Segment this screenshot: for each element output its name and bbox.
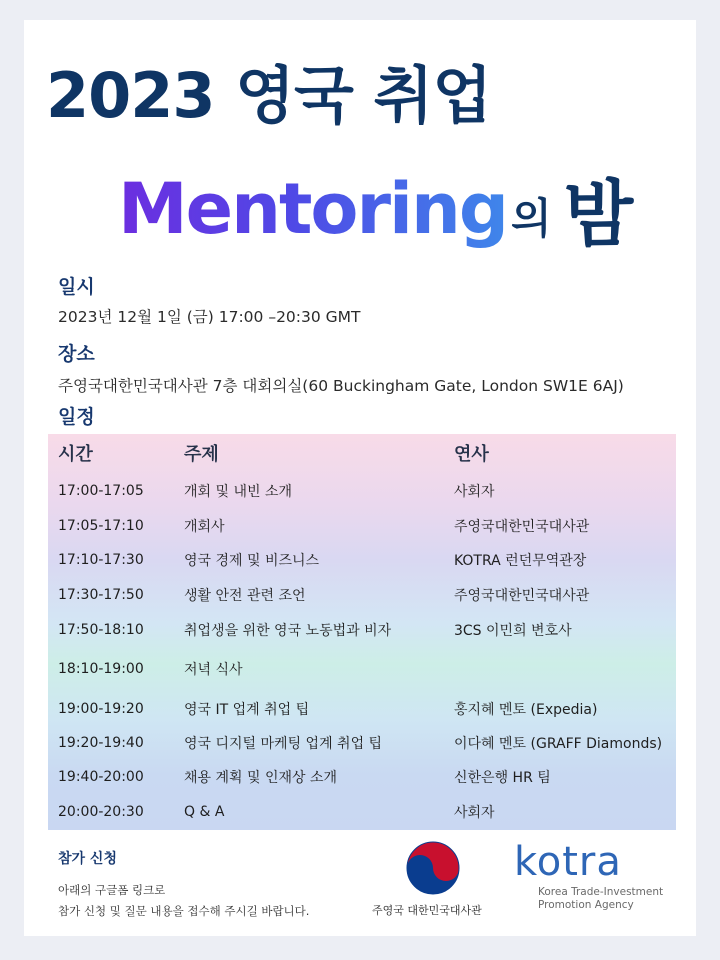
schedule-row — [48, 760, 676, 794]
schedule-heading: 일정 — [58, 406, 95, 428]
schedule-row — [48, 543, 676, 577]
row-speaker: 이다혜 멘토 (GRAFF Diamonds) — [454, 736, 663, 752]
possessive-particle: 의 — [510, 194, 552, 243]
row-speaker: 3CS 이민희 변호사 — [454, 623, 572, 639]
row-speaker: KOTRA 런던무역관장 — [454, 553, 587, 569]
apply-heading: 참가 신청 — [58, 851, 117, 867]
schedule-header-row — [48, 436, 676, 470]
event-title: 2023 영국 취업 — [46, 59, 492, 132]
schedule-row — [48, 474, 676, 508]
schedule-row — [48, 613, 676, 647]
row-topic: 채용 계획 및 인재상 소개 — [184, 770, 338, 786]
row-speaker: 사회자 — [454, 484, 495, 500]
apply-text-line2: 참가 신청 및 질문 내용을 접수해 주시길 바랍니다. — [58, 904, 310, 918]
row-speaker: 사회자 — [454, 805, 495, 821]
place-heading: 장소 — [58, 343, 95, 365]
schedule-row — [48, 652, 676, 686]
row-speaker: 주영국대한민국대사관 — [454, 519, 590, 535]
header-time: 시간 — [58, 444, 93, 465]
schedule-row — [48, 795, 676, 829]
row-time: 19:40-20:00 — [58, 769, 144, 785]
schedule-row — [48, 509, 676, 543]
row-speaker: 주영국대한민국대사관 — [454, 588, 590, 604]
row-speaker: 홍지혜 멘토 (Expedia) — [454, 702, 598, 718]
kotra-subtitle-line1: Korea Trade-Investment — [538, 886, 664, 898]
place-value: 주영국대한민국대사관 7층 대회의실(60 Buckingham Gate, London SW1E 6AJ) — [58, 377, 624, 395]
row-time: 19:20-19:40 — [58, 735, 144, 751]
mentoring-word: Mentoring — [118, 168, 507, 250]
row-topic: 영국 IT 업계 취업 팁 — [184, 702, 310, 718]
row-topic: 취업생을 위한 영국 노동법과 비자 — [184, 623, 392, 639]
row-topic: 생활 안전 관련 조언 — [184, 588, 306, 604]
kotra-subtitle-line2: Promotion Agency — [538, 899, 634, 911]
row-topic: 개회 및 내빈 소개 — [184, 484, 293, 500]
kotra-logo: kotra — [514, 839, 622, 885]
row-time: 17:05-17:10 — [58, 518, 144, 534]
row-topic: 개회사 — [184, 519, 225, 535]
row-topic: 영국 경제 및 비즈니스 — [184, 553, 320, 569]
schedule-row — [48, 692, 676, 726]
schedule-table — [48, 434, 676, 830]
apply-text-line1: 아래의 구글폼 링크로 — [58, 883, 166, 897]
night-word: 밤 — [563, 172, 634, 256]
row-time: 17:00-17:05 — [58, 483, 144, 499]
row-time: 17:50-18:10 — [58, 622, 144, 638]
date-value: 2023년 12월 1일 (금) 17:00 –20:30 GMT — [58, 308, 361, 326]
row-time: 17:30-17:50 — [58, 587, 144, 603]
row-topic: 영국 디지털 마케팅 업계 취업 팁 — [184, 736, 383, 752]
row-topic: 저녁 식사 — [184, 662, 243, 678]
row-topic: Q & A — [184, 804, 225, 820]
row-time: 19:00-19:20 — [58, 701, 144, 717]
row-time: 20:00-20:30 — [58, 804, 144, 820]
row-time: 17:10-17:30 — [58, 552, 144, 568]
header-speaker: 연사 — [454, 444, 489, 465]
date-heading: 일시 — [58, 276, 95, 298]
row-speaker: 신한은행 HR 팀 — [454, 770, 551, 786]
schedule-row — [48, 578, 676, 612]
schedule-row — [48, 726, 676, 760]
taegeuk-emblem-icon — [405, 840, 461, 896]
header-topic: 주제 — [184, 444, 219, 465]
event-subtitle — [118, 150, 634, 256]
embassy-name: 주영국 대한민국대사관 — [372, 904, 482, 917]
row-time: 18:10-19:00 — [58, 661, 144, 677]
